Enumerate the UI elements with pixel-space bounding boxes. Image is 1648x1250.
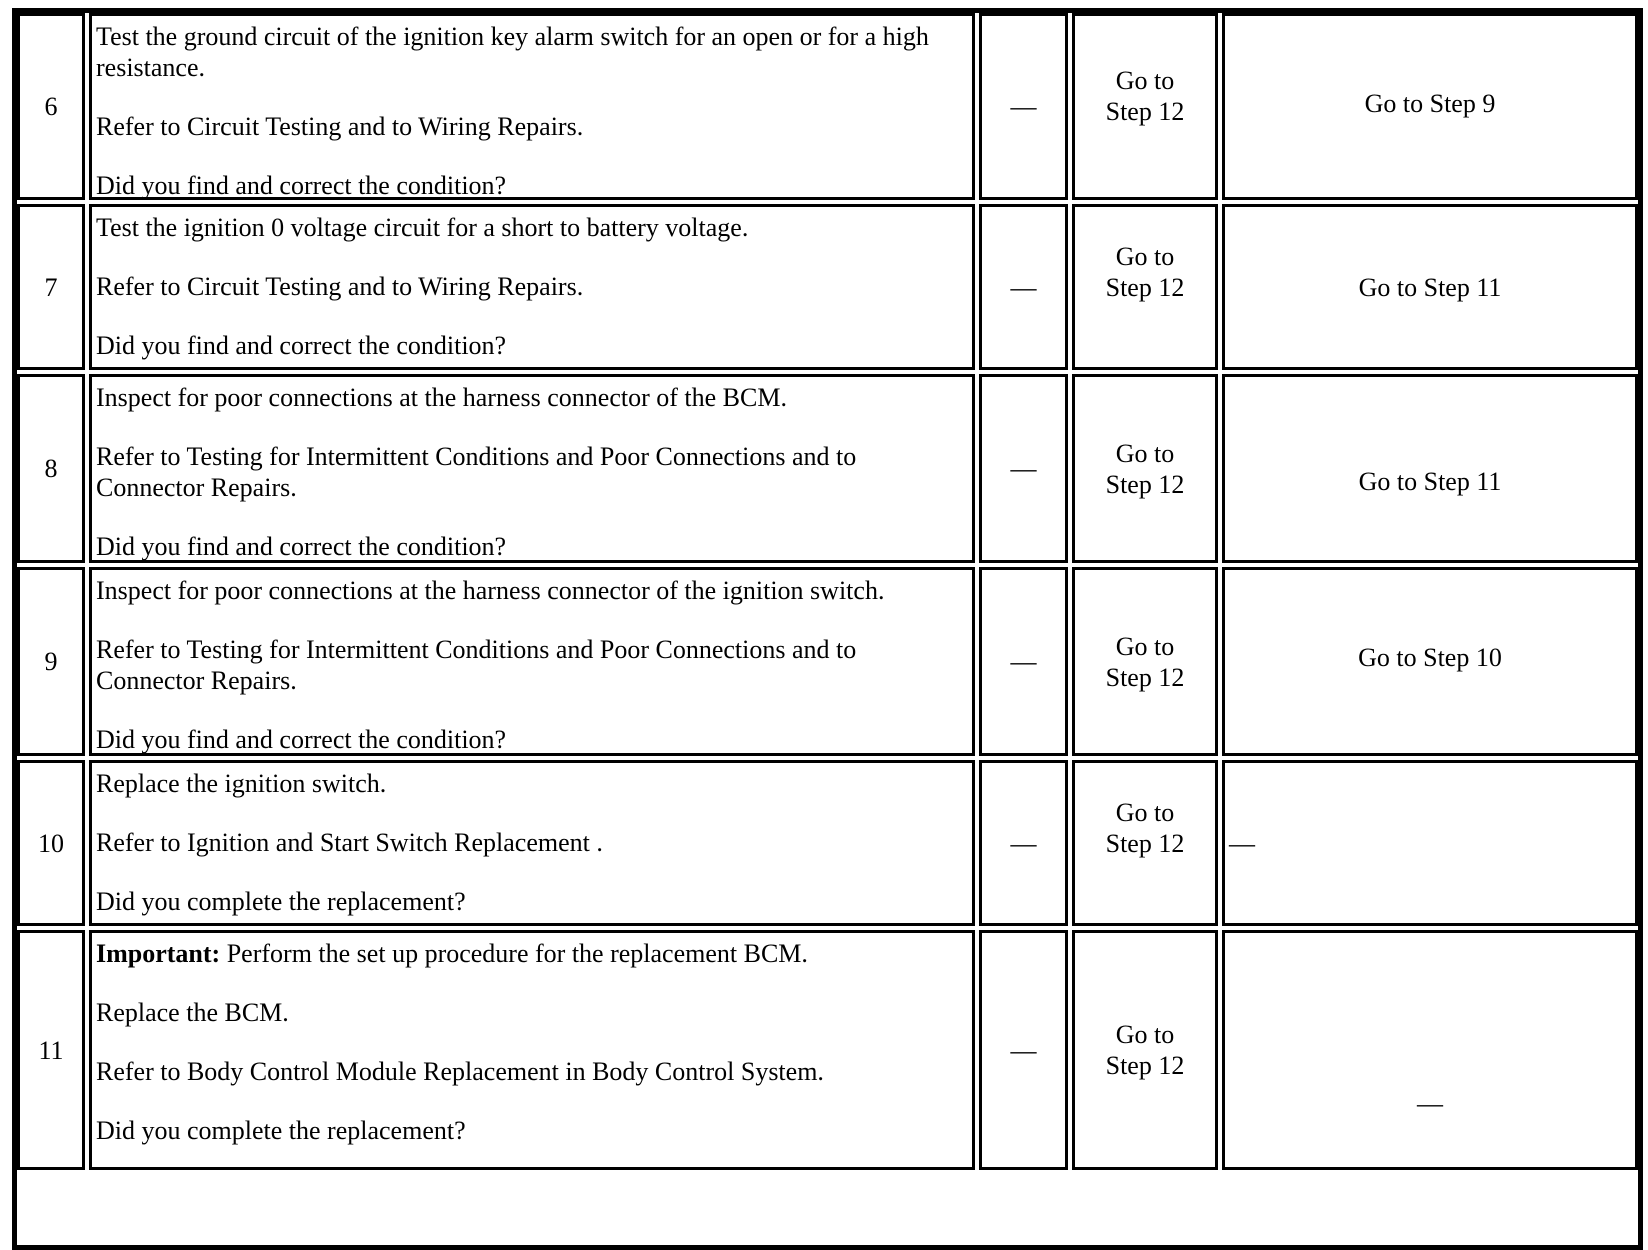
table-row <box>17 930 1638 1170</box>
action-question: Did you find and correct the condition? <box>96 331 507 360</box>
action-reference: Refer to Ignition and Start Switch Replacement . <box>96 828 603 857</box>
value-text: — <box>1010 454 1037 483</box>
value-cell <box>979 930 1068 1170</box>
value-cell <box>979 760 1068 926</box>
no-text: Go to Step 10 <box>1358 643 1502 672</box>
value-text: — <box>1010 647 1037 676</box>
step-number-cell <box>17 567 85 756</box>
step-number-cell <box>17 13 85 200</box>
no-cell <box>1222 204 1638 370</box>
table-row <box>17 204 1638 370</box>
action-text: Test the ignition 0 voltage circuit for a short to battery voltage. <box>96 213 749 242</box>
step-number: 8 <box>44 454 58 483</box>
table-row <box>17 567 1638 756</box>
step-number: 9 <box>44 647 58 676</box>
value-cell <box>979 13 1068 200</box>
diagnostic-table <box>12 8 1643 1250</box>
action-cell <box>89 760 975 926</box>
step-number: 10 <box>38 828 64 858</box>
yes-line-2: Step 12 <box>1105 273 1185 302</box>
table-row <box>17 760 1638 926</box>
no-cell <box>1222 13 1638 200</box>
value-cell <box>979 567 1068 756</box>
yes-cell <box>1072 760 1218 926</box>
value-text: — <box>1010 92 1037 121</box>
yes-line-1: Go to <box>1115 242 1175 271</box>
yes-cell <box>1072 374 1218 563</box>
yes-cell <box>1072 13 1218 200</box>
action-reference: Refer to Circuit Testing and to Wiring Repairs. <box>96 112 584 141</box>
yes-line-2: Step 12 <box>1105 829 1185 858</box>
action-reference: Refer to Circuit Testing and to Wiring Repairs. <box>96 272 584 301</box>
step-number: 7 <box>44 272 58 302</box>
yes-line-2: Step 12 <box>1105 1051 1185 1080</box>
important-note <box>96 938 964 969</box>
yes-line-1: Go to <box>1115 1020 1175 1049</box>
action-question: Did you find and correct the condition? <box>96 171 507 200</box>
step-number-cell <box>17 374 85 563</box>
step-number: 11 <box>38 1035 64 1065</box>
yes-cell <box>1072 204 1218 370</box>
action-text: Inspect for poor connections at the harness connector of the BCM. <box>96 383 787 412</box>
yes-line-1: Go to <box>1115 438 1175 468</box>
no-text: — <box>1229 828 1255 858</box>
yes-line-1: Go to <box>1115 798 1175 827</box>
value-text: — <box>1010 1035 1037 1065</box>
table-row <box>17 374 1638 563</box>
action-question: Did you find and correct the condition? <box>96 725 507 754</box>
important-label: Important: <box>96 939 221 968</box>
no-cell <box>1222 760 1638 926</box>
no-cell <box>1222 374 1638 563</box>
yes-line-1: Go to <box>1115 631 1175 661</box>
action-text: Test the ground circuit of the ignition key alarm switch for an open or for a high resistance. <box>96 22 929 82</box>
table-row <box>17 13 1638 200</box>
action-cell <box>89 374 975 563</box>
value-text: — <box>1010 828 1037 858</box>
action-cell <box>89 13 975 200</box>
step-number-cell <box>17 930 85 1170</box>
action-cell <box>89 567 975 756</box>
action-question: Did you find and correct the condition? <box>96 532 507 561</box>
step-number-cell <box>17 204 85 370</box>
action-text: Replace the ignition switch. <box>96 769 387 798</box>
action-text: Replace the BCM. <box>96 998 289 1027</box>
action-question: Did you complete the replacement? <box>96 1116 466 1145</box>
action-cell <box>89 204 975 370</box>
step-number: 6 <box>44 92 58 121</box>
important-text: Perform the set up procedure for the replacement BCM. <box>220 939 808 968</box>
yes-cell <box>1072 567 1218 756</box>
yes-cell <box>1072 930 1218 1170</box>
no-text: Go to Step 9 <box>1364 89 1496 118</box>
value-cell <box>979 374 1068 563</box>
step-number-cell <box>17 760 85 926</box>
no-text: — <box>1417 1089 1443 1118</box>
yes-line-2: Step 12 <box>1105 469 1185 499</box>
no-cell <box>1222 930 1638 1170</box>
value-text: — <box>1010 272 1037 302</box>
yes-line-1: Go to <box>1115 65 1175 95</box>
action-question: Did you complete the replacement? <box>96 887 466 916</box>
action-cell <box>89 930 975 1170</box>
action-reference: Refer to Testing for Intermittent Conditions and Poor Connections and to Connector Repairs. <box>96 635 857 695</box>
action-text: Inspect for poor connections at the harness connector of the ignition switch. <box>96 576 885 605</box>
no-text: Go to Step 11 <box>1358 272 1502 302</box>
action-reference: Refer to Body Control Module Replacement in Body Control System. <box>96 1057 824 1086</box>
action-reference: Refer to Testing for Intermittent Conditions and Poor Connections and to Connector Repairs. <box>96 442 857 502</box>
yes-line-2: Step 12 <box>1105 96 1185 126</box>
no-cell <box>1222 567 1638 756</box>
value-cell <box>979 204 1068 370</box>
yes-line-2: Step 12 <box>1105 662 1185 692</box>
no-text: Go to Step 11 <box>1358 467 1502 496</box>
